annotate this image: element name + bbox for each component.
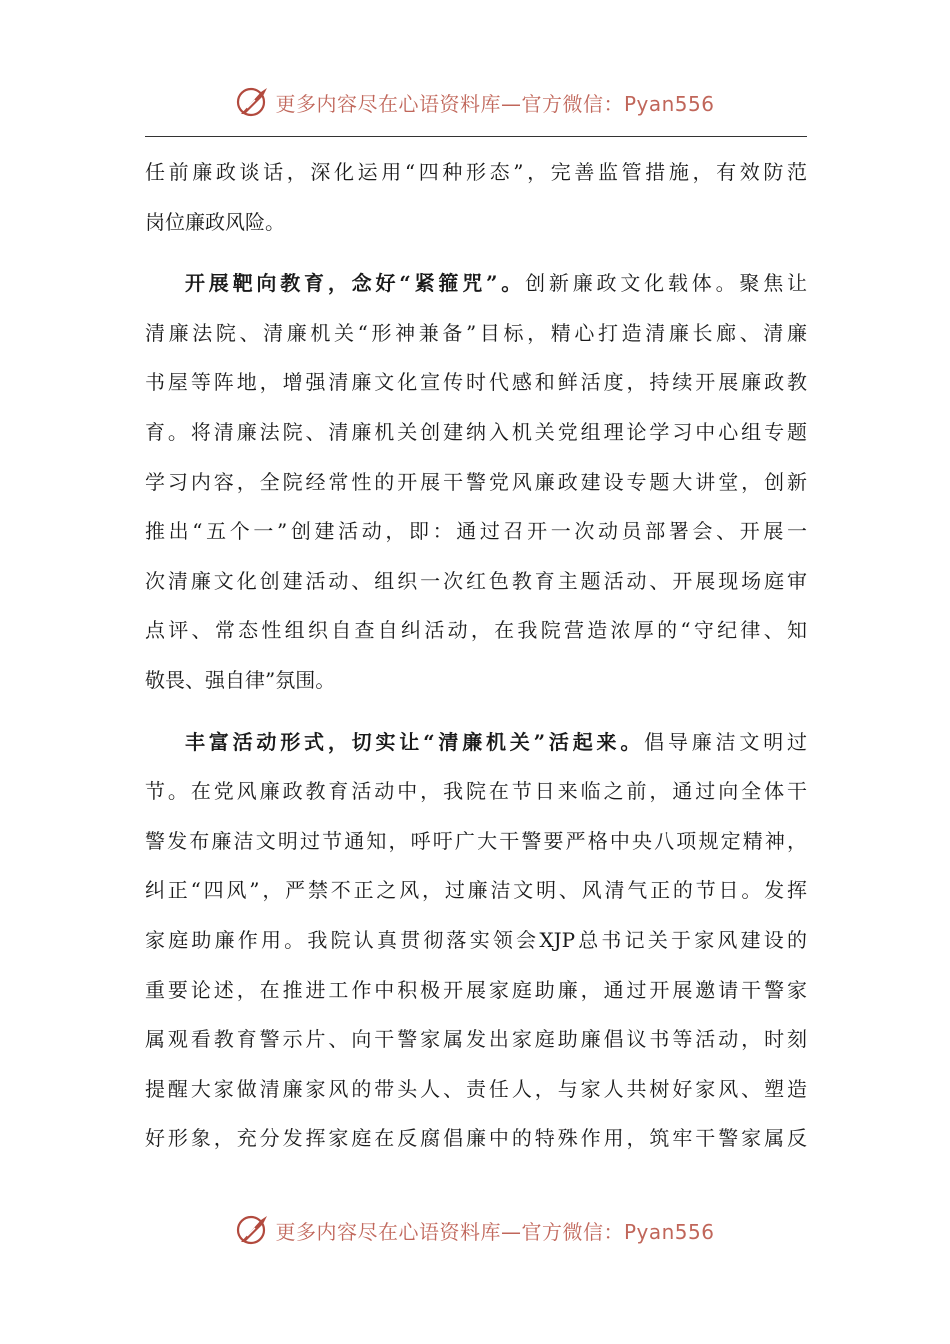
quill-pen-logo-icon [235,84,271,120]
text-line: 警发布廉洁文明过节通知，呼吁广大干警要严格中央八项规定精神， [145,828,807,853]
text-line: 属观看教育警示片、向干警家属发出家庭助廉倡议书等活动，时刻 [145,1027,807,1052]
footer-banner [0,1210,950,1250]
text-line: 提醒大家做清廉家风的带头人、责任人，与家人共树好家风、塑造 [145,1076,807,1101]
header-banner [0,82,950,122]
text-line: 纠正“四风”，严禁不正之风，过廉洁文明、风清气正的节日。发挥 [145,878,807,903]
text-run: 创新廉政文化载体。聚焦让 [525,271,807,296]
text-line: 推出“五个一”创建活动，即：通过召开一次动员部署会、开展一 [145,519,807,544]
quill-pen-logo-icon [235,1212,271,1248]
paragraph-2 [145,259,807,705]
text-line [145,259,807,309]
paragraph-heading: 丰富活动形式，切实让“清廉机关”活起来。 [185,729,645,754]
header-divider [145,136,807,137]
text-run: 倡导廉洁文明过 [644,729,807,754]
paragraph-1 [145,148,807,247]
text-line: 任前廉政谈话，深化运用“四种形态”，完善监管措施，有效防范 [145,160,807,184]
footer-banner-text: 更多内容尽在心语资料库—官方微信：Pyan556 [275,1219,715,1244]
text-line: 好形象，充分发挥家庭在反腐倡廉中的特殊作用，筑牢干警家属反 [145,1126,807,1151]
text-line: 家庭助廉作用。我院认真贯彻落实领会XJP总书记关于家风建设的 [145,927,807,952]
header-banner-text: 更多内容尽在心语资料库—官方微信：Pyan556 [275,91,715,116]
paragraph-3 [145,718,807,1164]
text-line: 岗位廉政风险。 [145,209,285,234]
text-line: 敬畏、强自律”氛围。 [145,667,336,692]
document-body [145,148,807,1164]
text-line: 重要论述，在推进工作中积极开展家庭助廉，通过开展邀请干警家 [145,977,807,1002]
text-line: 学习内容，全院经常性的开展干警党风廉政建设专题大讲堂，创新 [145,469,807,494]
paragraph-heading: 开展靶向教育，念好“紧箍咒”。 [185,271,526,296]
text-line: 节。在党风廉政教育活动中，我院在节日来临之前，通过向全体干 [145,779,807,804]
text-line: 清廉法院、清廉机关“形神兼备”目标，精心打造清廉长廊、清廉 [145,320,807,345]
text-line [145,718,807,768]
text-line: 育。将清廉法院、清廉机关创建纳入机关党组理论学习中心组专题 [145,419,807,444]
text-line: 次清廉文化创建活动、组织一次红色教育主题活动、开展现场庭审 [145,568,807,593]
text-line: 书屋等阵地，增强清廉文化宣传时代感和鲜活度，持续开展廉政教 [145,370,807,395]
text-line: 点评、常态性组织自查自纠活动，在我院营造浓厚的“守纪律、知 [145,618,807,643]
